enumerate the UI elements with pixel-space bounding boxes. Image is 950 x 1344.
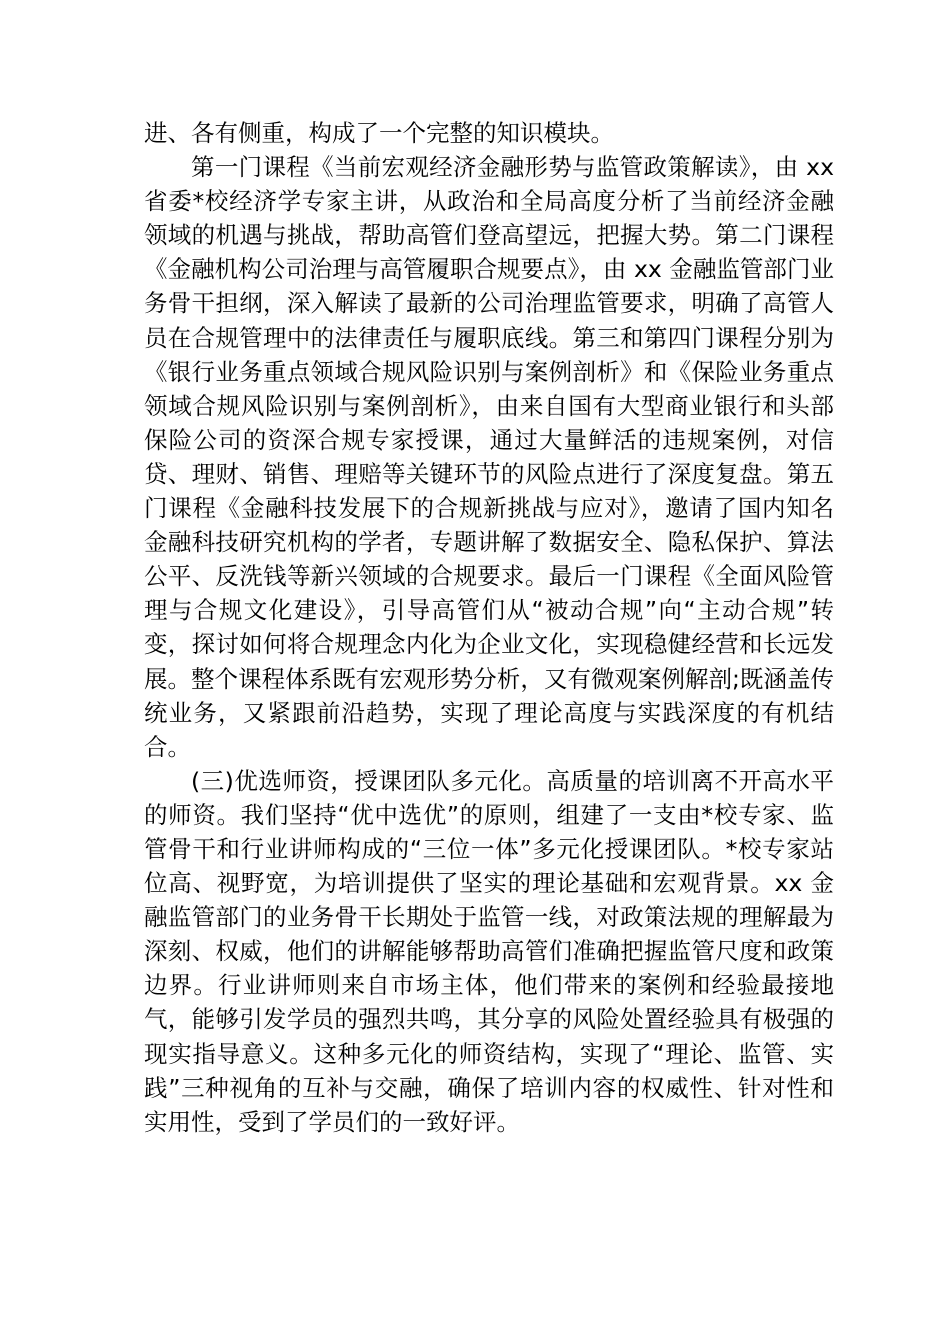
paragraph-courses: 第一门课程《当前宏观经济金融形势与监管政策解读》，由 xx 省委*校经济学专家主讲，从政治和全局高度分析了当前经济金融领域的机遇与挑战，帮助高管们登高望远，把握大势。第二门课程《金融机构公司治理与高管履职合规要点》，由 xx 金融监管部门业务骨干担纲，深入解读了最新的公司治理监管要求，明确了高管人员在合规管理中的法律责任与履职底线。第三和第四门课程分别为《银行业务重点领域合规风险识别与案例剖析》和《保险业务重点领域合规风险识别与案例剖析》，由来自国有大型商业银行和头部保险公司的资深合规专家授课，通过大量鲜活的违规案例，对信贷、理财、销售、理赔等关键环节的风险点进行了深度复盘。第五门课程《金融科技发展下的合规新挑战与应对》，邀请了国内知名金融科技研究机构的学者，专题讲解了数据安全、隐私保护、算法公平、反洗钱等新兴领域的合规要求。最后一门课程《全面风险管理与合规文化建设》，引导高管们从“被动合规”向“主动合规”转变，探讨如何将合规理念内化为企业文化，实现稳健经营和长远发展。整个课程体系既有宏观形势分析，又有微观案例解剖;既涵盖传统业务，又紧跟前沿趋势，实现了理论高度与实践深度的有机结合。 [144, 153, 834, 761]
document-page [144, 116, 834, 1139]
paragraph-teachers: (三)优选师资，授课团队多元化。高质量的培训离不开高水平的师资。我们坚持“优中选优”的原则，组建了一支由*校专家、监管骨干和行业讲师构成的“三位一体”多元化授课团队。*校专家站位高、视野宽，为培训提供了坚实的理论基础和宏观背景。xx 金融监管部门的业务骨干长期处于监管一线，对政策法规的理解最为深刻、权威，他们的讲解能够帮助高管们准确把握监管尺度和政策边界。行业讲师则来自市场主体，他们带来的案例和经验最接地气，能够引发学员的强烈共鸣，其分享的风险处置经验具有极强的现实指导意义。这种多元化的师资结构，实现了“理论、监管、实践”三种视角的互补与交融，确保了培训内容的权威性、针对性和实用性，受到了学员们的一致好评。 [144, 766, 834, 1136]
paragraph-continuation: 进、各有侧重，构成了一个完整的知识模块。 [144, 119, 614, 147]
